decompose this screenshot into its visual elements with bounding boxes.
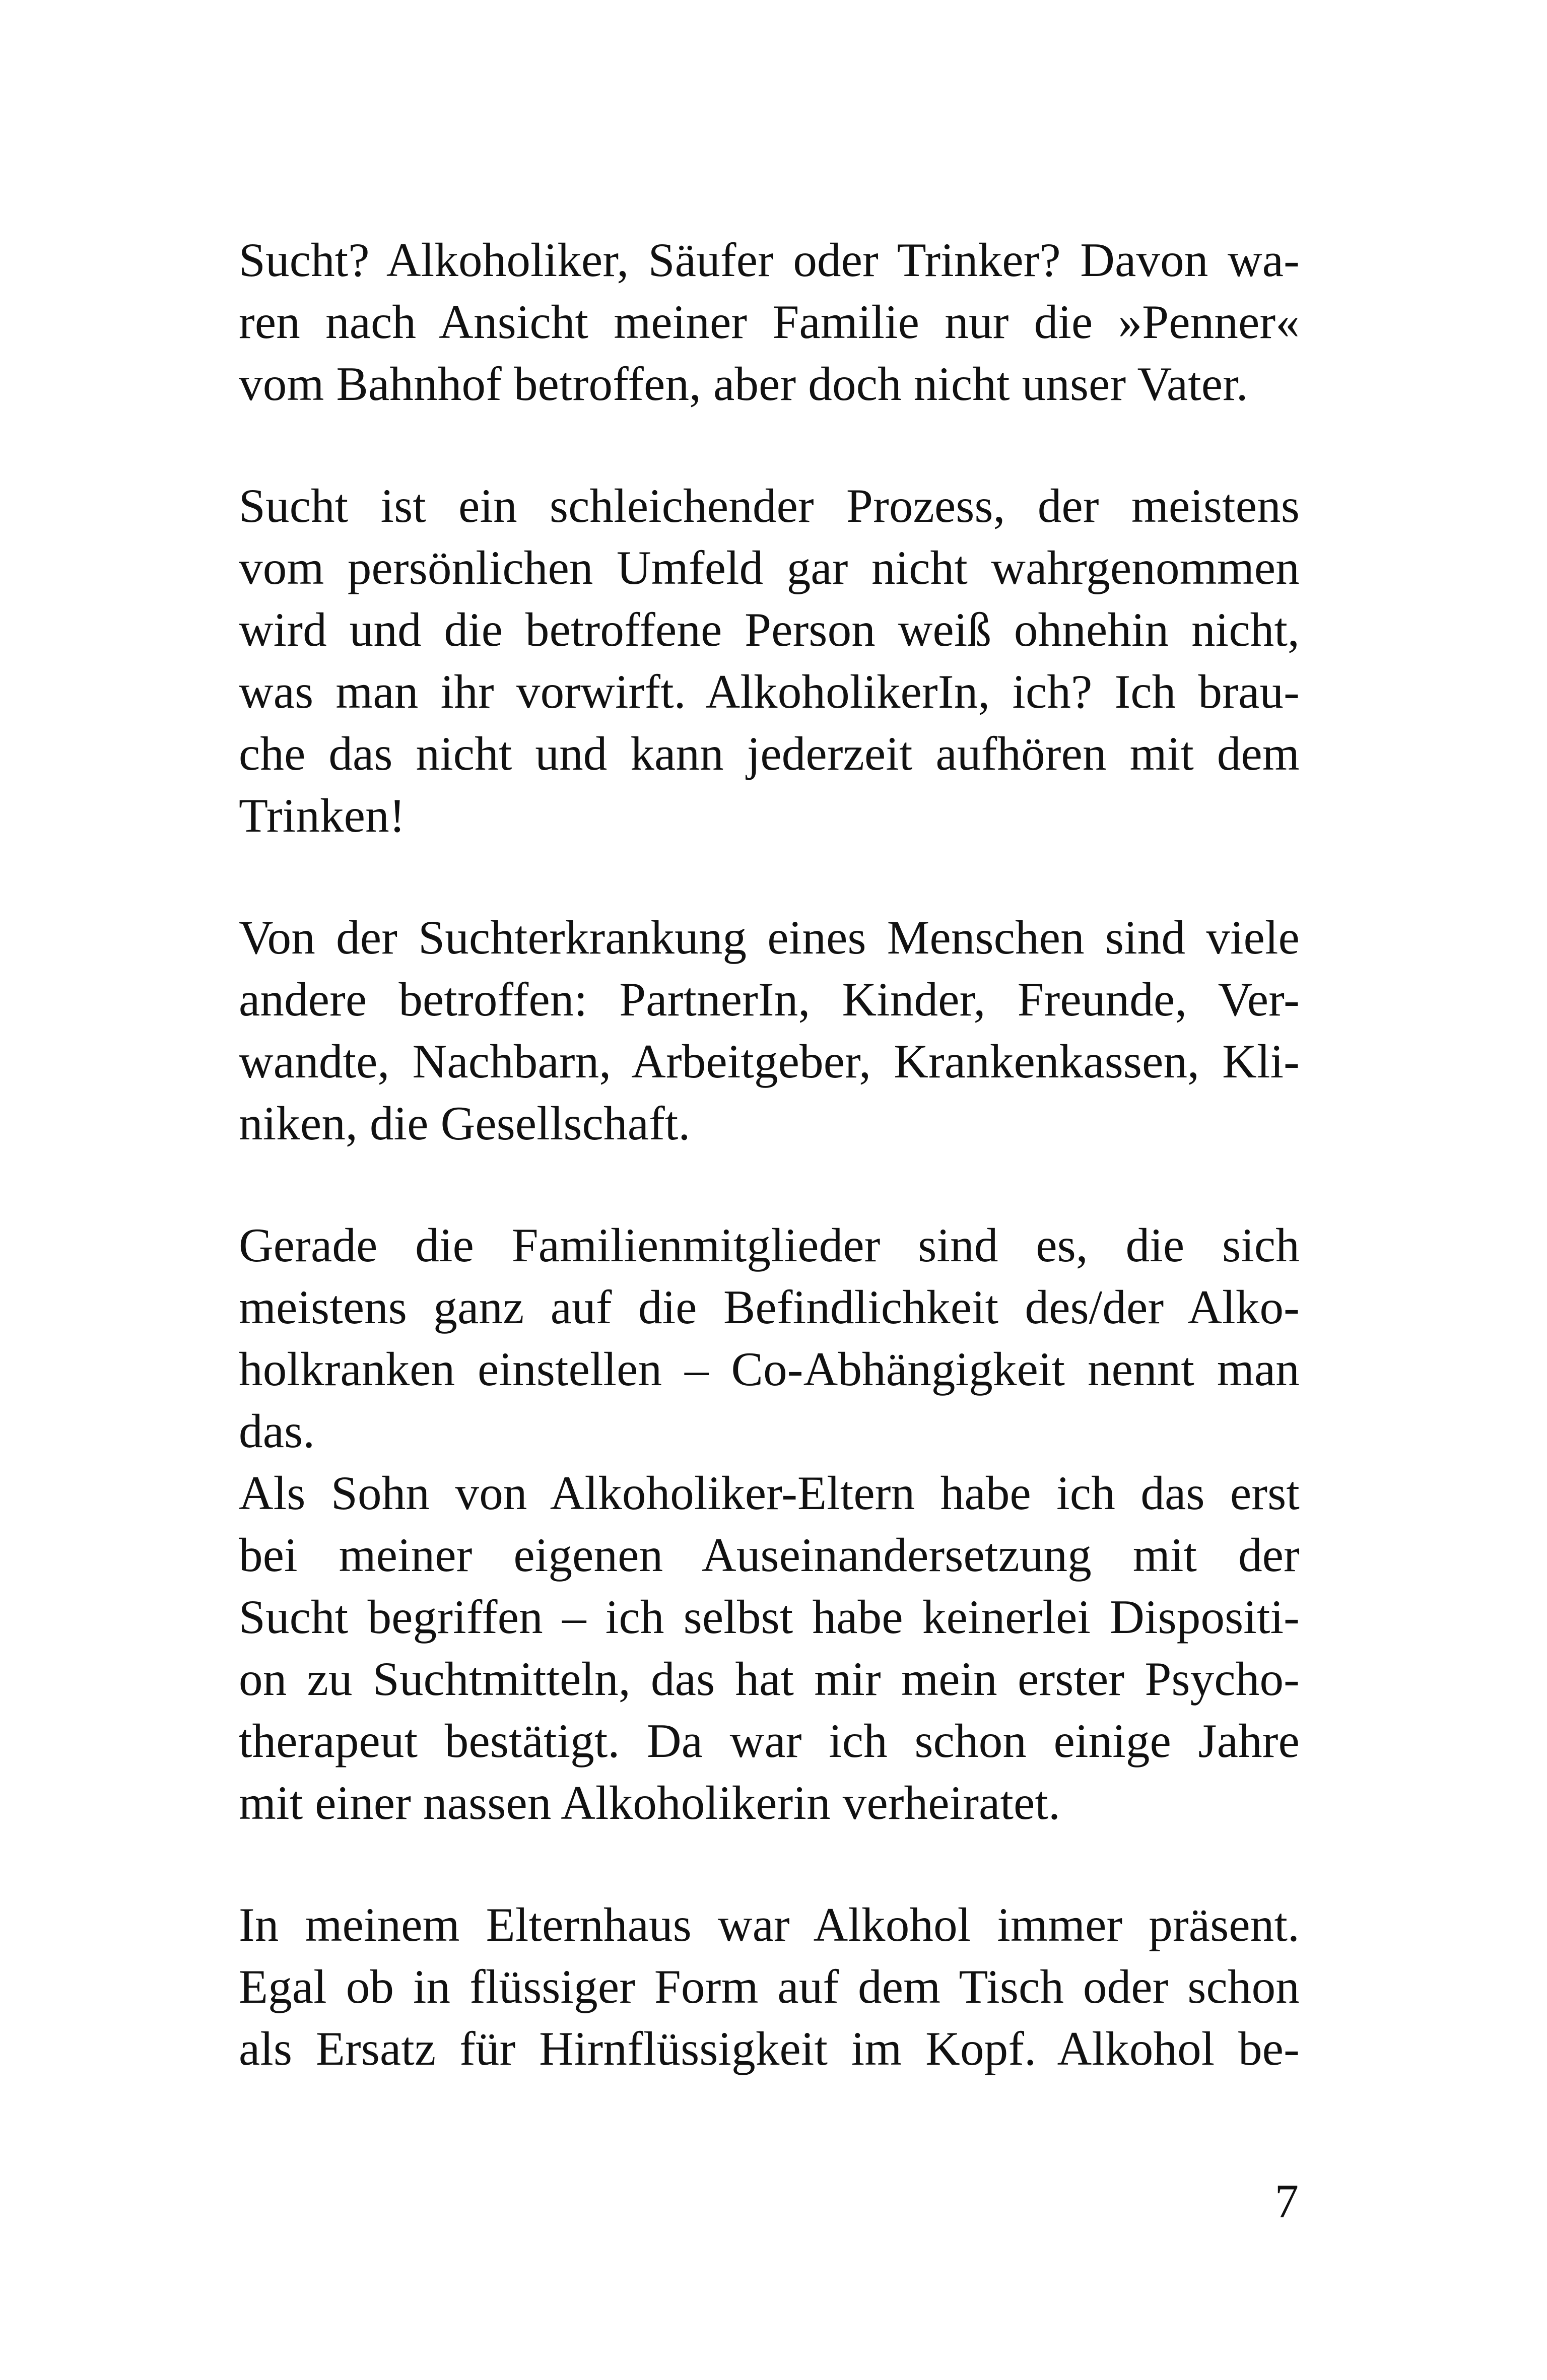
text-line: Gerade die Familienmitglieder sind es, die sich [239,1218,1300,1272]
page-number: 7 [1274,2174,1299,2228]
text-line: che das nicht und kann jederzeit aufhören mit dem [239,727,1300,780]
text-line: Von der Suchterkrankung eines Menschen sind viele [239,911,1300,964]
text-line: niken, die Gesellschaft. [239,1097,691,1150]
paragraph-gap [239,847,1300,907]
text-line: was man ihr vorwirft. AlkoholikerIn, ich? Ich brau- [239,665,1300,718]
text-line: vom Bahnhof betroffen, aber doch nicht unser Vater. [239,357,1248,411]
text-line: wird und die betroffene Person weiß ohnehin nicht, [239,603,1300,656]
text-line: Als Sohn von Alkoholiker-Eltern habe ich das erst [239,1466,1300,1520]
text-line: Sucht? Alkoholiker, Säufer oder Trinker? Davon wa- [239,233,1300,287]
paragraph-gap [239,415,1300,475]
text-line: Egal ob in flüssiger Form auf dem Tisch oder schon [239,1960,1300,2013]
text-line: ren nach Ansicht meiner Familie nur die »Penner« [239,295,1300,349]
text-line: Trinken! [239,789,406,842]
text-line: das. [239,1404,315,1458]
paragraph-gap [239,1834,1300,1894]
text-line: vom persönlichen Umfeld gar nicht wahrgenommen [239,541,1300,594]
text-line: wandte, Nachbarn, Arbeitgeber, Krankenkassen, Kli- [239,1035,1300,1088]
text-line: bei meiner eigenen Auseinandersetzung mit der [239,1528,1300,1582]
text-line: andere betroffen: PartnerIn, Kinder, Freunde, Ver- [239,973,1300,1026]
text-line: meistens ganz auf die Befindlichkeit des/der Alko- [239,1280,1300,1334]
text-line: Sucht ist ein schleichender Prozess, der meistens [239,479,1300,532]
text-line: holkranken einstellen – Co-Abhängigkeit nennt man [239,1342,1300,1396]
body-text [239,229,1300,2080]
text-line: therapeut bestätigt. Da war ich schon einige Jahre [239,1714,1300,1767]
text-line: als Ersatz für Hirnflüssigkeit im Kopf. Alkohol be- [239,2022,1300,2075]
text-line: on zu Suchtmitteln, das hat mir mein erster Psycho- [239,1652,1300,1706]
text-line: Sucht begriffen – ich selbst habe keinerlei Dispositi- [239,1590,1300,1644]
text-line: mit einer nassen Alkoholikerin verheiratet. [239,1776,1061,1829]
text-line: In meinem Elternhaus war Alkohol immer präsent. [239,1898,1300,1951]
paragraph-gap [239,1154,1300,1214]
